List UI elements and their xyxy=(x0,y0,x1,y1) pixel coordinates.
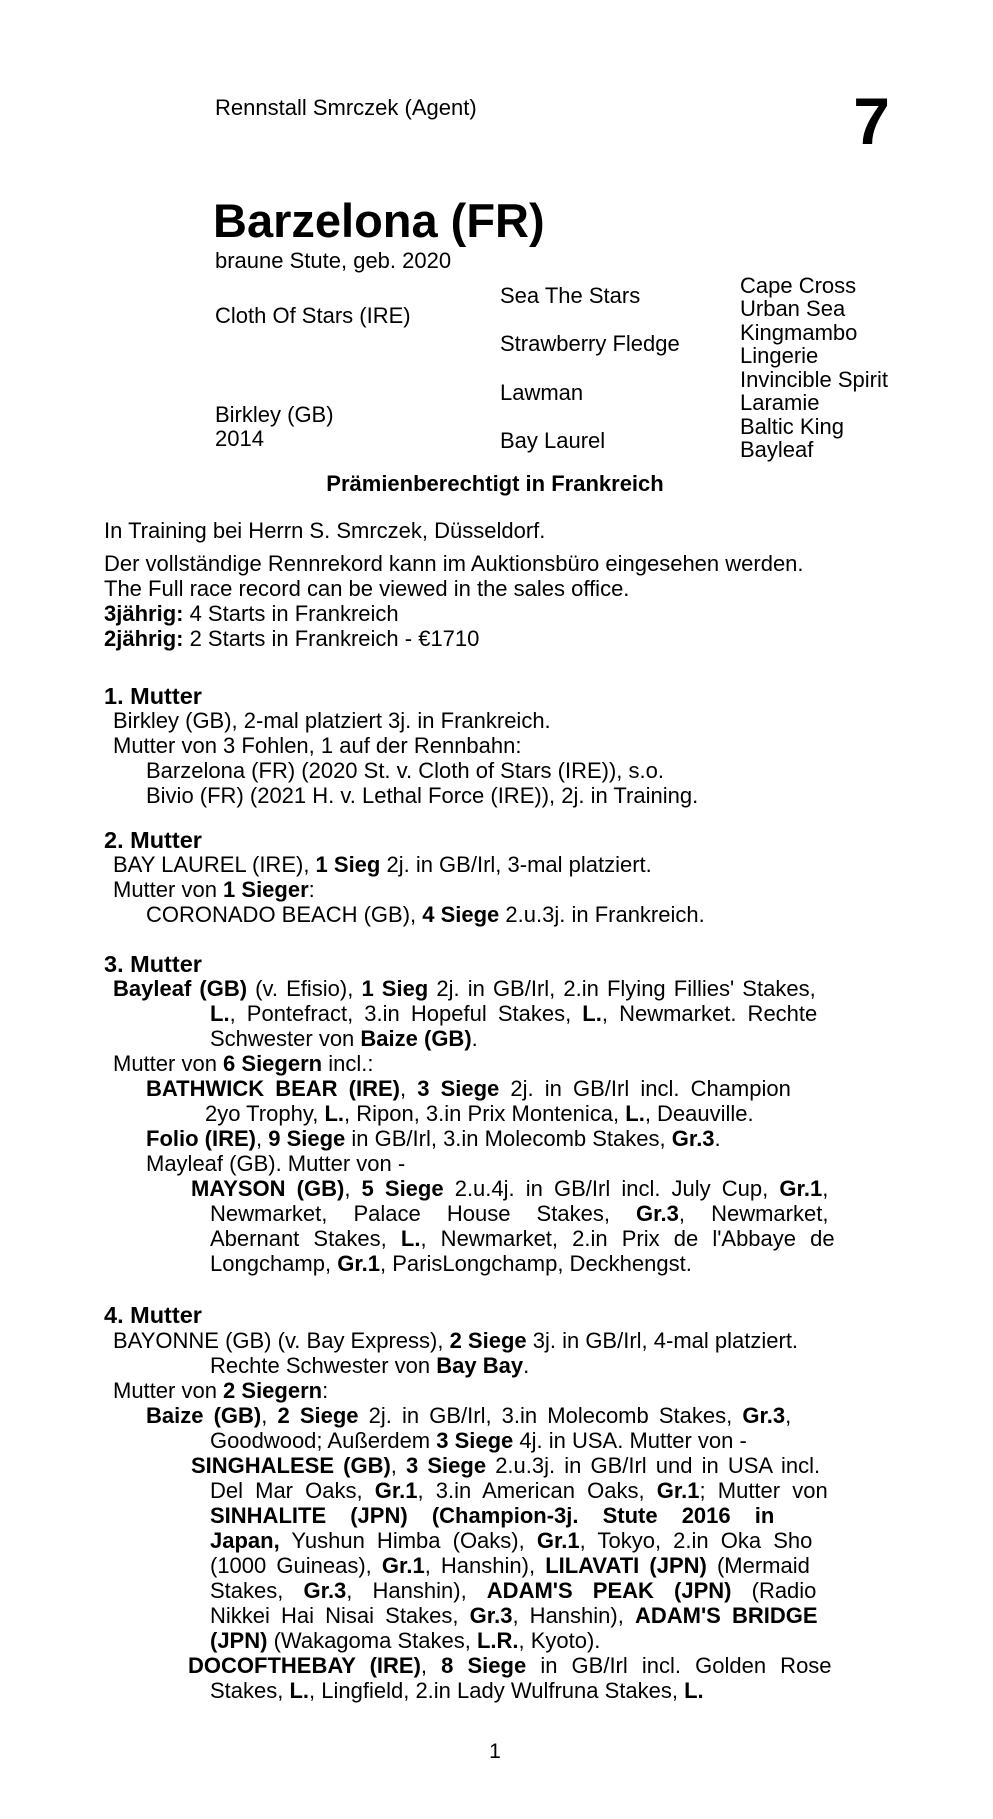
pedigree-text-line xyxy=(210,1226,835,1251)
section-heading: 3. Mutter xyxy=(104,951,202,977)
emphasized-text: ADAM'S PEAK (JPN) xyxy=(486,1578,732,1603)
text-segment xyxy=(408,1503,432,1528)
text-segment: , Pontefract, 3.in Hopeful Stakes, xyxy=(229,1001,583,1026)
text-segment: , xyxy=(390,1453,407,1478)
emphasized-text: Gr.1 xyxy=(779,1176,823,1201)
pedigree-gen3-entry: Cape Cross xyxy=(740,273,857,298)
section-heading: 1. Mutter xyxy=(104,683,202,709)
pedigree-text-line xyxy=(210,1503,774,1528)
pedigree-text-line xyxy=(188,1653,832,1678)
text-segment: Bivio (FR) (2021 H. v. Lethal Force (IRE)), 2j. in Training. xyxy=(146,783,699,808)
text-segment: : xyxy=(322,1378,329,1403)
emphasized-text: Baize (GB) xyxy=(146,1403,262,1428)
emphasized-text: L. xyxy=(289,1678,310,1703)
section-heading: 2. Mutter xyxy=(104,827,202,853)
text-segment: , xyxy=(785,1403,792,1428)
emphasized-text: ADAM'S BRIDGE xyxy=(634,1603,818,1628)
text-segment: Stakes, xyxy=(210,1678,290,1703)
text-segment: 3j. in GB/Irl, 4-mal platziert. xyxy=(526,1328,799,1353)
emphasized-text: 8 Siege xyxy=(441,1653,527,1678)
emphasized-text: (Champion-3j. Stute 2016 in xyxy=(431,1503,775,1528)
text-segment: 2j. in GB/Irl, 2.in Flying Fillies' Stakes, xyxy=(428,976,816,1001)
text-segment: 2.u.4j. in GB/Irl incl. July Cup, xyxy=(443,1176,780,1201)
text-segment: . xyxy=(714,1126,721,1151)
text-segment: 2j. in GB/Irl, 3-mal platziert. xyxy=(380,852,652,877)
text-segment: ; Mutter von xyxy=(699,1478,828,1503)
emphasized-text: L.R. xyxy=(476,1628,519,1653)
emphasized-text: DOCOFTHEBAY (IRE) xyxy=(188,1653,421,1678)
pedigree-gen2-entry: Lawman xyxy=(500,380,584,405)
text-segment: , xyxy=(261,1403,278,1428)
emphasized-text: Gr.1 xyxy=(656,1478,700,1503)
pedigree-text-line xyxy=(210,1628,600,1653)
text-segment: 2j. in GB/Irl, 3.in Molecomb Stakes, xyxy=(358,1403,743,1428)
pedigree-text-line xyxy=(210,1478,828,1503)
emphasized-text: 9 Siege xyxy=(268,1126,346,1151)
emphasized-text: Gr.1 xyxy=(536,1528,580,1553)
horse-details: braune Stute, geb. 2020 xyxy=(215,248,452,273)
text-segment: , Newmarket, 2.in Prix de l'Abbaye de xyxy=(420,1226,835,1251)
text-segment: Nikkei Hai Nisai Stakes, xyxy=(210,1603,470,1628)
pedigree-gen3-entry: Lingerie xyxy=(740,343,819,368)
pedigree-text-line xyxy=(210,1578,816,1603)
race-record-line xyxy=(104,551,804,576)
emphasized-text: Gr.1 xyxy=(374,1478,418,1503)
text-segment: Barzelona (FR) (2020 St. v. Cloth of Stars (IRE)), s.o. xyxy=(146,758,664,783)
page-number: 1 xyxy=(489,1740,501,1763)
pedigree-text-line xyxy=(210,1026,478,1051)
text-segment: Schwester von xyxy=(210,1026,361,1051)
text-segment: 2.u.3j. in GB/Irl und in USA incl. xyxy=(486,1453,821,1478)
pedigree-text-line xyxy=(210,1001,817,1026)
pedigree-gen1-entry: Birkley (GB) xyxy=(215,402,334,427)
text-segment: (Mermaid xyxy=(706,1553,810,1578)
text-segment: incl.: xyxy=(322,1051,374,1076)
race-record-line xyxy=(104,601,399,626)
emphasized-text: BATHWICK BEAR (IRE) xyxy=(146,1076,401,1101)
emphasized-text: 3jährig: xyxy=(104,601,184,626)
emphasized-text: 5 Siege xyxy=(361,1176,444,1201)
emphasized-text: Folio (IRE) xyxy=(146,1126,256,1151)
text-segment: : xyxy=(308,877,315,902)
text-segment: The Full race record can be viewed in the sales office. xyxy=(104,576,630,601)
text-segment: , Lingfield, 2.in Lady Wulfruna Stakes, xyxy=(309,1678,685,1703)
pedigree-text-line xyxy=(210,1251,692,1276)
race-record-line xyxy=(104,626,479,651)
text-segment: . xyxy=(523,1353,530,1378)
emphasized-text: L. xyxy=(684,1678,704,1703)
text-segment: Stakes, xyxy=(210,1578,304,1603)
race-record-line xyxy=(104,576,629,601)
pedigree-gen3-entry: Laramie xyxy=(740,390,820,415)
pedigree-text-line xyxy=(210,1553,810,1578)
text-segment: , xyxy=(344,1176,362,1201)
text-segment: 2j. in GB/Irl incl. Champion xyxy=(499,1076,791,1101)
consignor-name: Rennstall Smrczek (Agent) xyxy=(215,95,477,120)
pedigree-gen3-entry: Bayleaf xyxy=(740,437,814,462)
emphasized-text: (JPN) xyxy=(210,1628,268,1653)
text-segment: , xyxy=(400,1076,418,1101)
text-segment: 2yo Trophy, xyxy=(205,1101,325,1126)
pedigree-text-line xyxy=(146,1076,791,1101)
text-segment: Mutter von xyxy=(113,877,224,902)
text-segment: , xyxy=(420,1653,442,1678)
text-segment: (Wakagoma Stakes, xyxy=(267,1628,477,1653)
emphasized-text: 6 Siegern xyxy=(223,1051,323,1076)
text-segment: . xyxy=(471,1026,478,1051)
emphasized-text: 1 Sieg xyxy=(315,852,381,877)
text-segment: CORONADO BEACH (GB), xyxy=(146,902,423,927)
pedigree-text-line xyxy=(210,1528,812,1553)
text-segment: Mutter von xyxy=(113,1378,224,1403)
text-segment: , 3.in American Oaks, xyxy=(417,1478,657,1503)
pedigree-gen3-entry: Invincible Spirit xyxy=(740,367,888,392)
pedigree-text-line xyxy=(146,1151,405,1176)
pedigree-text-line xyxy=(113,877,315,902)
text-segment: in GB/Irl incl. Golden Rose xyxy=(526,1653,832,1678)
emphasized-text: 2 Siegern xyxy=(223,1378,323,1403)
text-segment: 2.u.3j. in Frankreich. xyxy=(499,902,705,927)
text-segment: Mutter von xyxy=(113,1051,224,1076)
pedigree-text-line xyxy=(146,902,705,927)
emphasized-text: 1 Sieg xyxy=(361,976,429,1001)
emphasized-text: Gr.3 xyxy=(469,1603,513,1628)
pedigree-text-line xyxy=(113,1051,373,1076)
emphasized-text: Gr.1 xyxy=(337,1251,381,1276)
text-segment: , xyxy=(822,1176,829,1201)
pedigree-text-line xyxy=(205,1101,754,1126)
text-segment: Mutter von 3 Fohlen, 1 auf der Rennbahn: xyxy=(113,733,522,758)
premium-note: Prämienberechtigt in Frankreich xyxy=(326,471,664,496)
emphasized-text: Bay Bay xyxy=(436,1353,524,1378)
pedigree-text-line xyxy=(113,708,551,733)
pedigree-text-line xyxy=(146,758,664,783)
emphasized-text: Japan, xyxy=(210,1528,280,1553)
pedigree-gen3-entry: Urban Sea xyxy=(740,296,846,321)
text-segment: 2 Starts in Frankreich - €1710 xyxy=(183,626,480,651)
pedigree-gen3-entry: Baltic King xyxy=(740,414,844,439)
emphasized-text: L. xyxy=(400,1226,421,1251)
pedigree-text-line xyxy=(113,1378,328,1403)
text-segment: , Newmarket, xyxy=(678,1201,829,1226)
text-segment: Del Mar Oaks, xyxy=(210,1478,375,1503)
emphasized-text: SINHALITE (JPN) xyxy=(210,1503,408,1528)
pedigree-text-line xyxy=(210,1428,747,1453)
pedigree-text-line xyxy=(113,1328,798,1353)
emphasized-text: Gr.1 xyxy=(381,1553,425,1578)
pedigree-gen3-entry: Kingmambo xyxy=(740,320,858,345)
pedigree-text-line xyxy=(146,783,698,808)
pedigree-text-line xyxy=(113,976,816,1001)
text-segment: (v. Efisio), xyxy=(247,976,362,1001)
section-heading: 4. Mutter xyxy=(104,1302,202,1328)
text-segment: Abernant Stakes, xyxy=(210,1226,401,1251)
pedigree-text-line xyxy=(113,733,521,758)
text-segment: Mayleaf (GB). Mutter von - xyxy=(146,1151,406,1176)
emphasized-text: 3 Siege xyxy=(436,1428,514,1453)
text-segment: BAY LAUREL (IRE), xyxy=(113,852,316,877)
text-segment: , Ripon, 3.in Prix Montenica, xyxy=(344,1101,626,1126)
pedigree-gen2-entry: Sea The Stars xyxy=(500,283,641,308)
emphasized-text: 4 Siege xyxy=(422,902,500,927)
text-segment: , Deauville. xyxy=(644,1101,754,1126)
emphasized-text: 2 Siege xyxy=(277,1403,359,1428)
text-segment: , Kyoto). xyxy=(518,1628,601,1653)
pedigree-text-line xyxy=(191,1176,828,1201)
text-segment: , ParisLongchamp, Deckhengst. xyxy=(380,1251,692,1276)
emphasized-text: Bayleaf (GB) xyxy=(113,976,248,1001)
text-segment: in GB/Irl, 3.in Molecomb Stakes, xyxy=(345,1126,672,1151)
emphasized-text: 2jährig: xyxy=(104,626,184,651)
emphasized-text: MAYSON (GB) xyxy=(191,1176,345,1201)
text-segment: , Hanshin), xyxy=(424,1553,546,1578)
pedigree-gen1-entry: Cloth Of Stars (IRE) xyxy=(215,303,411,328)
pedigree-gen2-entry: Bay Laurel xyxy=(500,428,606,453)
text-segment: Longchamp, xyxy=(210,1251,338,1276)
emphasized-text: 3 Siege xyxy=(406,1453,487,1478)
pedigree-text-line xyxy=(210,1603,818,1628)
horse-name-title: Barzelona (FR) xyxy=(213,194,545,247)
text-segment: , Newmarket. Rechte xyxy=(601,1001,818,1026)
text-segment: Birkley (GB), 2-mal platziert 3j. in Frankreich. xyxy=(113,708,551,733)
text-segment: Der vollständige Rennrekord kann im Auktionsbüro eingesehen werden. xyxy=(104,551,804,576)
emphasized-text: L. xyxy=(582,1001,602,1026)
pedigree-text-line xyxy=(113,852,652,877)
pedigree-gen2-entry: Strawberry Fledge xyxy=(500,331,680,356)
text-segment: , Hanshin), xyxy=(512,1603,635,1628)
pedigree-text-line xyxy=(146,1126,721,1151)
training-note: In Training bei Herrn S. Smrczek, Düsseldorf. xyxy=(104,518,546,543)
pedigree-year: 2014 xyxy=(215,426,264,451)
text-segment: (Radio xyxy=(731,1578,817,1603)
emphasized-text: L. xyxy=(324,1101,344,1126)
pedigree-text-line xyxy=(146,1403,791,1428)
emphasized-text: Baize (GB) xyxy=(360,1026,472,1051)
text-segment: BAYONNE (GB) (v. Bay Express), xyxy=(113,1328,450,1353)
emphasized-text: L. xyxy=(625,1101,645,1126)
emphasized-text: Gr.3 xyxy=(303,1578,347,1603)
emphasized-text: 1 Sieger xyxy=(223,877,309,902)
emphasized-text: Gr.3 xyxy=(671,1126,715,1151)
emphasized-text: Gr.3 xyxy=(636,1201,679,1226)
text-segment: , Tokyo, 2.in Oka Sho xyxy=(579,1528,813,1553)
pedigree-text-line xyxy=(210,1678,704,1703)
text-segment: Goodwood; Außerdem xyxy=(210,1428,437,1453)
emphasized-text: 2 Siege xyxy=(449,1328,527,1353)
pedigree-text-line xyxy=(210,1353,529,1378)
pedigree-text-line xyxy=(191,1453,820,1478)
lot-number: 7 xyxy=(853,84,890,158)
text-segment: , Hanshin), xyxy=(346,1578,487,1603)
text-segment: , xyxy=(255,1126,269,1151)
text-segment: 4 Starts in Frankreich xyxy=(183,601,399,626)
text-segment: 4j. in USA. Mutter von - xyxy=(513,1428,747,1453)
emphasized-text: Gr.3 xyxy=(742,1403,786,1428)
emphasized-text: SINGHALESE (GB) xyxy=(191,1453,391,1478)
emphasized-text: L. xyxy=(210,1001,230,1026)
text-segment: Newmarket, Palace House Stakes, xyxy=(210,1201,637,1226)
emphasized-text: 3 Siege xyxy=(417,1076,500,1101)
emphasized-text: LILAVATI (JPN) xyxy=(545,1553,707,1578)
text-segment: Yushun Himba (Oaks), xyxy=(279,1528,537,1553)
pedigree-text-line xyxy=(210,1201,828,1226)
text-segment: Rechte Schwester von xyxy=(210,1353,437,1378)
text-segment: (1000 Guineas), xyxy=(210,1553,382,1578)
